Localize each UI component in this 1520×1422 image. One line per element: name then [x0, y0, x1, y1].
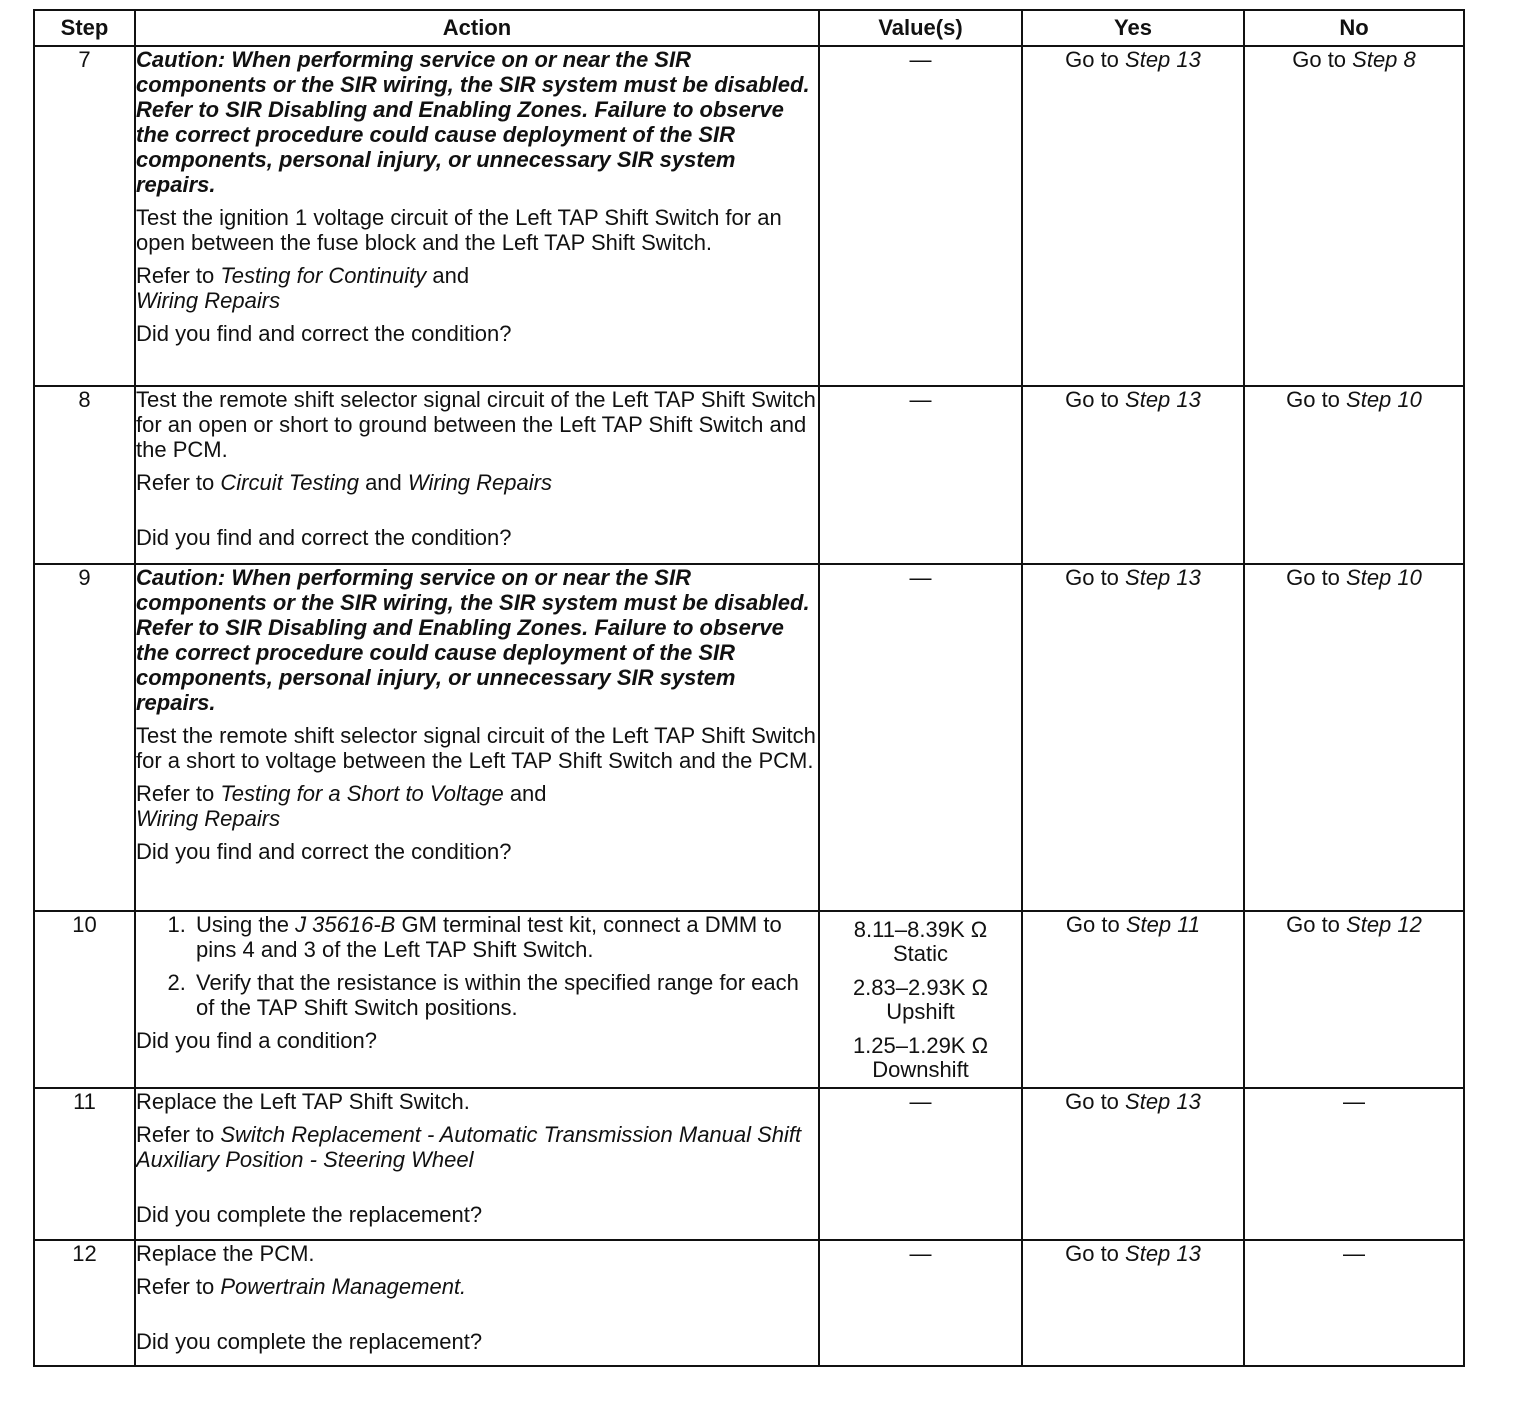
goto-step-link[interactable]: Step 11 [1125, 912, 1201, 937]
action-cell [135, 46, 819, 386]
yes-cell [1022, 386, 1244, 564]
goto-prefix: Go to [1065, 387, 1126, 412]
value-cell: — [819, 1240, 1022, 1366]
action-cell [135, 564, 819, 911]
refer-text [136, 263, 818, 313]
value-range: 1.25–1.29K Ω [852, 1033, 989, 1058]
goto-prefix: Go to [1065, 1241, 1126, 1266]
step-number: 7 [34, 46, 135, 386]
value-static [820, 918, 1021, 966]
goto-step-link[interactable]: Step 13 [1125, 47, 1201, 72]
question-text: Did you complete the replacement? [136, 1329, 483, 1354]
refer-link[interactable]: Wiring Repairs [136, 806, 281, 831]
value-cell: — [819, 386, 1022, 564]
list-item: 2. Verify that the resistance is within the specified range for each of the TAP Shift Switch positions. [192, 970, 818, 1020]
no-cell [1244, 386, 1464, 564]
table-row [34, 1240, 1464, 1366]
refer-link[interactable]: Switch Replacement - Automatic Transmission Manual Shift Auxiliary Position - Steering Wheel [136, 1122, 802, 1172]
goto-prefix: Go to [1065, 1089, 1126, 1114]
question-text: Did you find and correct the condition? [136, 525, 512, 550]
refer-text [136, 1122, 818, 1172]
value-range: 2.83–2.93K Ω [852, 975, 989, 1000]
question-text: Did you find a condition? [136, 1028, 377, 1053]
step-number: 8 [34, 386, 135, 564]
table-row [34, 564, 1464, 911]
refer-link[interactable]: Wiring Repairs [136, 288, 281, 313]
header-action: Action [135, 10, 819, 46]
step-number: 12 [34, 1240, 135, 1366]
value-cell: — [819, 46, 1022, 386]
action-text: Replace the Left TAP Shift Switch. [136, 1089, 470, 1114]
goto-step-link[interactable]: Step 13 [1125, 1241, 1201, 1266]
header-values: Value(s) [819, 10, 1022, 46]
action-cell [135, 1088, 819, 1240]
value-downshift [820, 1034, 1021, 1082]
table-row [34, 46, 1464, 386]
no-cell [1244, 564, 1464, 911]
action-cell [135, 911, 819, 1088]
header-no: No [1244, 10, 1464, 46]
action-cell [135, 1240, 819, 1366]
refer-link[interactable]: Wiring Repairs [407, 470, 552, 495]
refer-link[interactable]: Testing for Continuity [220, 263, 427, 288]
step-number: 9 [34, 564, 135, 911]
refer-prefix: Refer to [136, 470, 221, 495]
refer-text [136, 781, 818, 831]
goto-step-link[interactable]: Step 8 [1352, 47, 1416, 72]
header-row [34, 10, 1464, 46]
value-label: Downshift [872, 1057, 969, 1082]
table-row [34, 386, 1464, 564]
question-text: Did you complete the replacement? [136, 1202, 483, 1227]
no-cell [1244, 911, 1464, 1088]
value-cell: — [819, 1088, 1022, 1240]
yes-cell [1022, 1088, 1244, 1240]
action-cell [135, 386, 819, 564]
value-label: Static [892, 941, 949, 966]
yes-cell [1022, 564, 1244, 911]
value-cell [819, 911, 1022, 1088]
test-text: Test the remote shift selector signal circuit of the Left TAP Shift Switch for an open or short to ground between the Left TAP Shift Switch and the PCM. [136, 387, 816, 462]
goto-step-link[interactable]: Step 12 [1346, 912, 1422, 937]
goto-prefix: Go to [1286, 565, 1347, 590]
yes-cell [1022, 911, 1244, 1088]
refer-link[interactable]: Testing for a Short to Voltage [220, 781, 504, 806]
goto-step-link[interactable]: Step 13 [1125, 387, 1201, 412]
refer-prefix: Refer to [136, 781, 221, 806]
goto-prefix: Go to [1292, 47, 1353, 72]
step-number: 11 [34, 1088, 135, 1240]
caution-text: Caution: When performing service on or near the SIR components or the SIR wiring, the SIR system must be disabled. Refer to SIR Disabling and Enabling Zones. Failure to observe the correct procedure could cause deployment of the SIR components, personal injury, or unnecessary SIR system repairs. [136, 47, 810, 197]
goto-prefix: Go to [1065, 912, 1126, 937]
goto-prefix: Go to [1286, 912, 1347, 937]
no-cell: — [1244, 1088, 1464, 1240]
procedure-list [136, 912, 818, 1020]
goto-step-link[interactable]: Step 10 [1346, 565, 1422, 590]
header-yes: Yes [1022, 10, 1244, 46]
list-item [192, 912, 818, 962]
caution-text: Caution: When performing service on or near the SIR components or the SIR wiring, the SIR system must be disabled. Refer to SIR Disabling and Enabling Zones. Failure to observe the correct procedure could cause deployment of the SIR components, personal injury, or unnecessary SIR system repairs. [136, 565, 810, 715]
table-row [34, 911, 1464, 1088]
test-text: Test the ignition 1 voltage circuit of the Left TAP Shift Switch for an open between the fuse block and the Left TAP Shift Switch. [136, 205, 782, 255]
header-step: Step [34, 10, 135, 46]
test-text: Test the remote shift selector signal circuit of the Left TAP Shift Switch for a short to voltage between the Left TAP Shift Switch and the PCM. [136, 723, 816, 773]
yes-cell [1022, 46, 1244, 386]
goto-prefix: Go to [1065, 47, 1126, 72]
refer-and: and [358, 470, 408, 495]
refer-link[interactable]: Powertrain Management. [220, 1274, 467, 1299]
refer-prefix: Refer to [136, 1274, 221, 1299]
step-number: 10 [34, 911, 135, 1088]
refer-text [136, 1274, 818, 1299]
yes-cell [1022, 1240, 1244, 1366]
refer-prefix: Refer to [136, 263, 221, 288]
item-rest: GM terminal test kit, connect a DMM to pins 4 and 3 of the Left TAP Shift Switch. [196, 912, 782, 962]
no-cell [1244, 46, 1464, 386]
no-cell: — [1244, 1240, 1464, 1366]
question-text: Did you find and correct the condition? [136, 839, 512, 864]
action-text: Replace the PCM. [136, 1241, 315, 1266]
item-prefix: Using the [196, 912, 296, 937]
goto-prefix: Go to [1286, 387, 1347, 412]
diagnostic-table [33, 9, 1465, 1367]
table-row [34, 1088, 1464, 1240]
refer-and: and [426, 263, 470, 288]
value-label: Upshift [886, 999, 955, 1024]
goto-prefix: Go to [1065, 565, 1126, 590]
goto-step-link[interactable]: Step 10 [1346, 387, 1422, 412]
value-upshift [820, 976, 1021, 1024]
refer-and: and [503, 781, 547, 806]
goto-step-link[interactable]: Step 13 [1125, 565, 1201, 590]
question-text: Did you find and correct the condition? [136, 321, 512, 346]
value-range: 8.11–8.39K Ω [853, 917, 988, 942]
refer-prefix: Refer to [136, 1122, 221, 1147]
refer-text [136, 470, 818, 495]
refer-link[interactable]: Circuit Testing [220, 470, 359, 495]
tool-name: J 35616-B [295, 912, 396, 937]
goto-step-link[interactable]: Step 13 [1125, 1089, 1201, 1114]
value-cell: — [819, 564, 1022, 911]
